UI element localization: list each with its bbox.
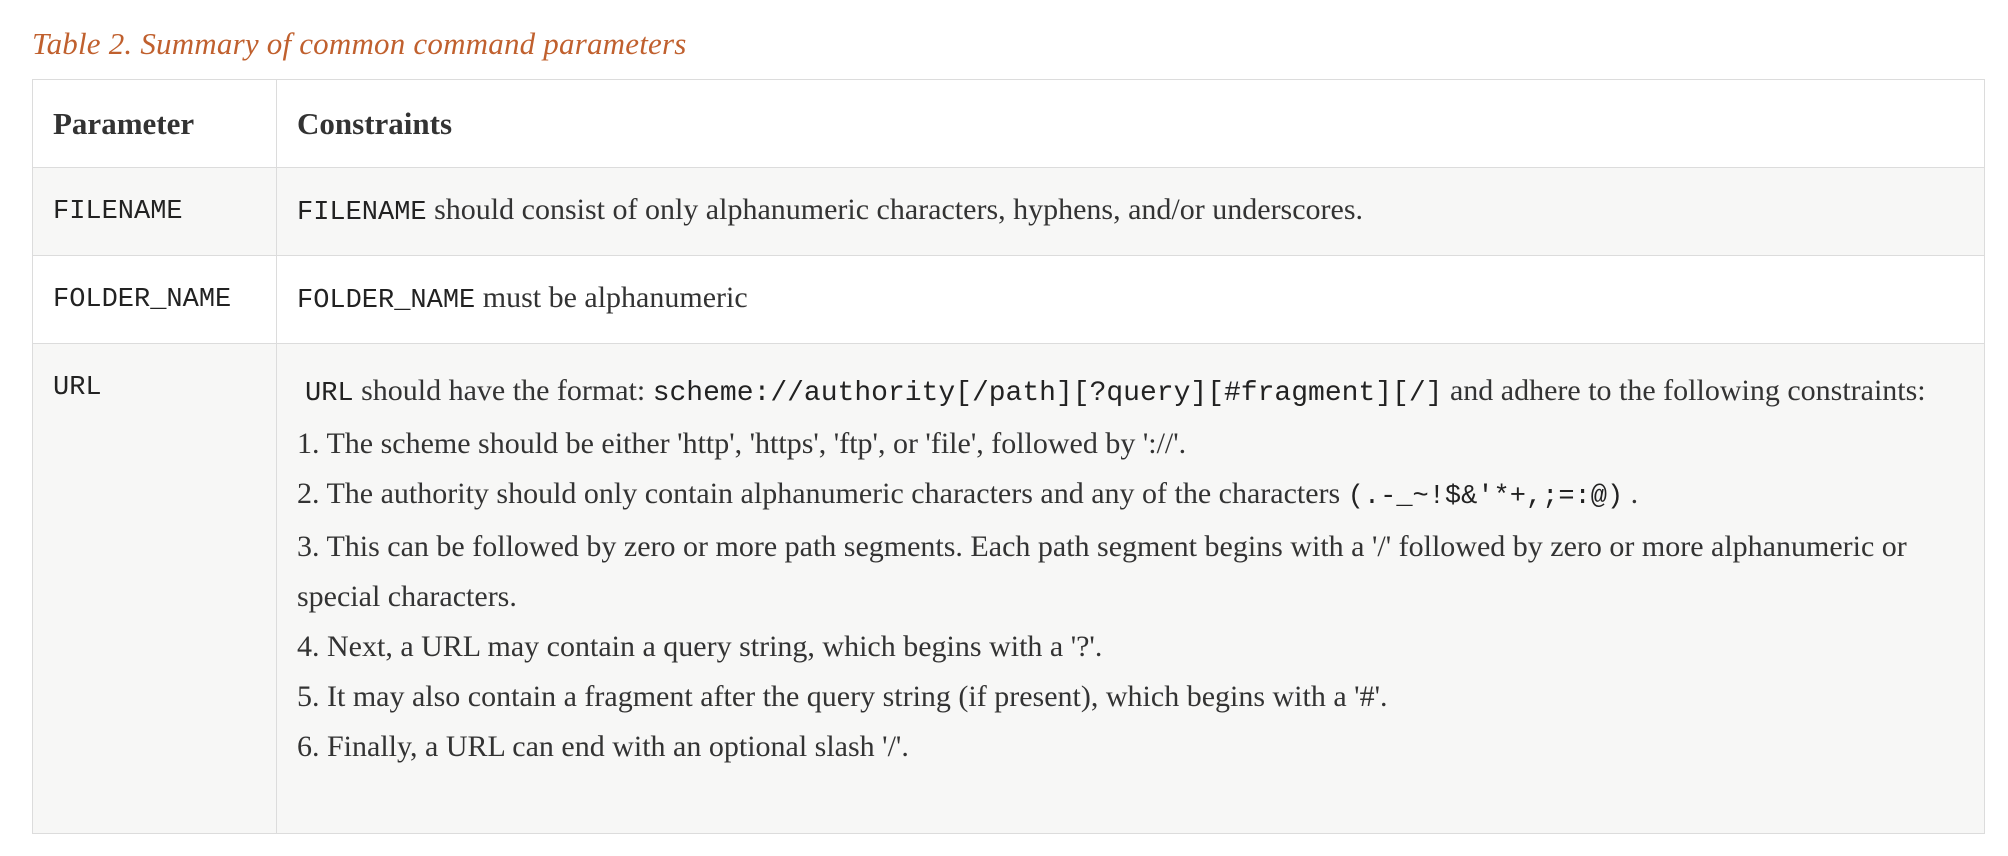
url-format-code: scheme://authority[/path][?query][#fragment][/] [652,378,1443,409]
table-row-folder-name [33,256,1985,344]
constraint-text-filename: should consist of only alphanumeric characters, hyphens, and/or underscores. [426,193,1364,226]
url-rule-2-text: 2. The authority should only contain alphanumeric characters and any of the characters [297,477,1348,510]
url-intro-code: URL [305,379,354,409]
constraint-url [277,344,1985,834]
url-rule-5: 5. It may also contain a fragment after the query string (if present), which begins with a '#'. [297,680,1388,713]
constraint-folder-name [277,256,1985,344]
url-rule-1: 1. The scheme should be either 'http', 'https', 'ftp', or 'file', followed by '://'. [297,427,1187,460]
url-intro-text-1: should have the format: [353,374,653,407]
header-parameter: Parameter [33,80,277,168]
url-authority-chars: (.-_~!$&'*+,;=:@) [1347,482,1624,512]
table-row-filename [33,168,1985,256]
constraint-code-filename: FILENAME [297,198,427,228]
constraint-filename [277,168,1985,256]
header-constraints: Constraints [277,80,1985,168]
url-intro-text-2: and adhere to the following constraints: [1449,374,1926,407]
parameters-table [32,79,1985,834]
url-rule-2 [297,469,1964,522]
url-rule-3: 3. This can be followed by zero or more path segments. Each path segment begins with a '/' followed by zero or more alphanumeric or special characters. [297,530,1907,613]
url-intro-line [297,366,1964,419]
param-name-url: URL [33,344,277,834]
url-rule-6: 6. Finally, a URL can end with an optional slash '/'. [297,730,909,763]
url-rule-2-suffix: . [1630,477,1639,510]
table-row-url [33,344,1985,834]
param-name-filename: FILENAME [33,168,277,256]
constraint-code-folder-name: FOLDER_NAME [297,286,476,316]
param-name-folder-name: FOLDER_NAME [33,256,277,344]
url-rule-4: 4. Next, a URL may contain a query string, which begins with a '?'. [297,630,1103,663]
table-header-row [33,80,1985,168]
constraint-text-folder-name: must be alphanumeric [475,281,748,314]
table-caption: Table 2. Summary of common command parameters [32,26,687,61]
